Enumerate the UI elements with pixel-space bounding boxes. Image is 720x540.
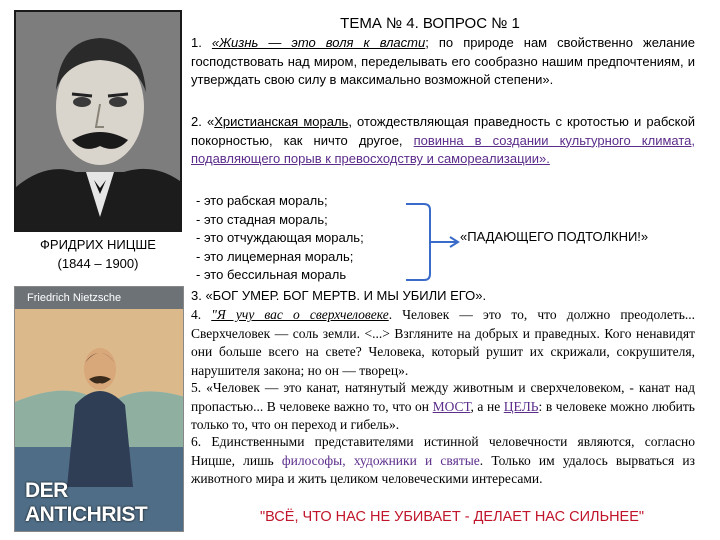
paragraph-5-text: «Человек — это канат, натянутый между животным и сверхчеловеком, - канат над пропастью... В человеке важно то, что он (191, 380, 696, 414)
paragraph-2-highlight: повинна в создании культурного климата, подавляющего порыв к превосходству и самореализации». (191, 132, 695, 167)
paragraph-4-text: . Человек — это то, что должно преодолеть... Сверхчеловек — соль земли. <...> Взгляните на добрых и праведных. Кого ненавидят они больше всего на свете? Человека, который рушит их скрижали, сокрушителя, нарушителя закона; но он — творец». (191, 307, 695, 378)
paragraph-1-text: ; по природе нам свойственно желание господствовать над миром, переделывать его сообразно нашим предпочтениям, и утверждать свою силу в максимально возможной степени». (191, 35, 695, 88)
paragraph-6-text: . Только им удалось вырваться из животного мира и жить целиком человеческими интересами. (191, 452, 695, 487)
paragraph-1-number: 1. (191, 35, 212, 50)
paragraph-5-text: : в человеке можно любить только то, что он переход и гибель». (191, 398, 695, 433)
book-cover (14, 286, 184, 532)
goal-word: ЦЕЛЬ (503, 398, 539, 414)
paragraph-4-number: 4. (191, 307, 212, 322)
portrait-years: (1844 – 1900) (57, 256, 139, 271)
paragraph-6-highlight: философы, художники и святые (281, 452, 480, 468)
book-cover-author: Friedrich Nietzsche (15, 287, 183, 309)
page-title: ТЕМА № 4. ВОПРОС № 1 (340, 15, 520, 32)
bridge-word: МОСТ (432, 398, 471, 414)
portrait-illustration (16, 12, 182, 232)
paragraph-2-text: , отождествляющая праведность с кротостью и рабской покорностью, как ничто другое, (191, 114, 695, 148)
morality-item: - это отчуждающая мораль; (196, 230, 364, 246)
christian-morality-link[interactable]: Христианская мораль (214, 114, 349, 129)
paragraph-6 (191, 433, 695, 489)
paragraph-1-quote: «Жизнь — это воля к власти (211, 35, 426, 50)
paragraph-2-number: 2. « (191, 114, 215, 129)
paragraph-4-quote: "Я учу вас о сверхчеловеке (211, 307, 389, 322)
book-cover-title: DER ANTICHRIST (25, 479, 148, 526)
morality-item: - это стадная мораль; (196, 211, 328, 227)
paragraph-3: 3. «БОГ УМЕР. БОГ МЕРТВ. И МЫ УБИЛИ ЕГО». (191, 288, 487, 303)
morality-item: - это рабская мораль; (196, 193, 328, 208)
paragraph-5-text: , а не (470, 398, 504, 414)
slogan: «ПАДАЮЩЕГО ПОДТОЛКНИ!» (460, 229, 649, 244)
bracket-arrow (400, 200, 462, 284)
bottom-quote: "ВСЁ, ЧТО НАС НЕ УБИВАЕТ - ДЕЛАЕТ НАС СИЛЬНЕЕ" (259, 509, 645, 525)
paragraph-5-number: 5. (191, 380, 207, 395)
morality-item: - это лицемерная мораль; (196, 248, 354, 264)
paragraph-6-number: 6. (191, 434, 212, 449)
portrait-photo (14, 10, 182, 232)
paragraph-1 (191, 34, 695, 90)
paragraph-4 (191, 306, 695, 380)
portrait-name: ФРИДРИХ НИЦШЕ (40, 237, 156, 252)
morality-list (196, 192, 406, 285)
paragraph-5 (191, 379, 695, 435)
paragraph-2 (191, 113, 695, 169)
morality-item: - это бессильная мораль (196, 267, 347, 283)
paragraph-6-text: Единственными представителями истинной человечности являются, согласно Ницше, лишь (191, 434, 695, 468)
